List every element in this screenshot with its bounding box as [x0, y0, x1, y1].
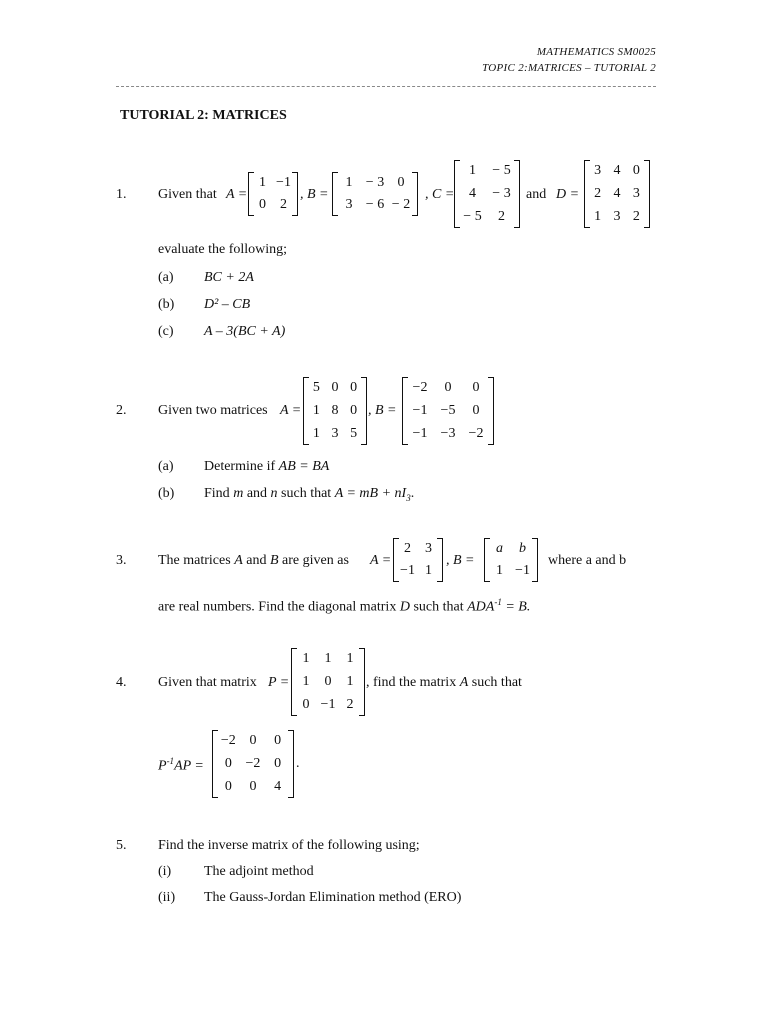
question-intro: Find the inverse matrix of the following using;	[158, 838, 420, 853]
matrix-cell: 0	[259, 197, 266, 212]
matrix-cell: 3	[632, 185, 640, 201]
variable: n	[270, 486, 278, 501]
part-label: (c)	[158, 324, 174, 339]
matrix-label-a: A =	[370, 553, 392, 568]
equation: ADA	[467, 599, 495, 615]
matrix-cell: −1	[320, 696, 336, 712]
question-intro: Given two matrices	[158, 403, 268, 418]
matrix-cell: a	[496, 541, 503, 556]
matrix-cell: 1	[302, 651, 310, 667]
matrix-cell: 0	[350, 380, 358, 396]
superscript: -1	[166, 756, 175, 766]
matrix-cell: 0	[350, 402, 358, 418]
part-label: (b)	[158, 486, 175, 501]
matrix-cell: 0	[249, 778, 257, 794]
matrix-cell: 2	[632, 208, 640, 224]
matrix-cell: 4	[613, 185, 621, 201]
question-intro	[158, 553, 349, 569]
matrix-cell: − 5	[492, 163, 511, 179]
matrix-label-b: , B =	[368, 403, 397, 418]
matrix-cell: 1	[302, 673, 310, 689]
question-condition: where a and b	[548, 553, 627, 568]
matrix-cell: 0	[274, 733, 282, 749]
matrix-cell: − 2	[391, 197, 411, 212]
matrix-cell: − 6	[365, 197, 385, 212]
matrix-label-b: , B =	[446, 553, 475, 568]
part-instruction: such that	[281, 486, 332, 501]
matrix-cell: 0	[324, 673, 332, 689]
question-intro: Given that	[158, 187, 217, 202]
variable: B	[269, 553, 279, 568]
instruction-text: such that	[471, 675, 522, 690]
matrix-cell: 1	[425, 563, 432, 578]
punctuation: .	[410, 486, 415, 501]
part-instruction: Find	[204, 486, 230, 501]
matrix-cell: 1	[346, 651, 354, 667]
matrix-cell: 4	[274, 778, 282, 794]
matrix-cell: −1	[515, 563, 530, 578]
matrix-b	[332, 172, 418, 216]
part-text: The adjoint method	[204, 864, 314, 879]
matrix-label-a: A =	[280, 403, 302, 418]
matrix-cell: −1	[276, 175, 291, 190]
matrix-cell: 0	[274, 755, 282, 771]
matrix-cell: 0	[331, 380, 339, 396]
variable: D	[399, 599, 410, 615]
matrix-cell: 4	[469, 185, 476, 201]
matrix-cell: 1	[259, 175, 266, 190]
matrix-d	[584, 160, 650, 228]
conjunction: and	[526, 187, 547, 202]
part-expression: BC + 2A	[204, 270, 254, 285]
matrix-b	[402, 377, 494, 445]
matrix-cell: 3	[613, 208, 621, 224]
matrix-cell: − 3	[365, 175, 385, 190]
matrix-cell: −2	[468, 425, 484, 441]
matrix-cell: 5	[312, 380, 320, 396]
question-instruction: evaluate the following;	[158, 242, 288, 257]
question-instruction	[158, 597, 530, 616]
matrix-a	[248, 172, 298, 216]
matrix-cell: b	[519, 541, 526, 556]
part-text	[204, 486, 414, 503]
matrix-cell: 1	[346, 673, 354, 689]
matrix-c	[454, 160, 520, 228]
matrix-cell: 1	[496, 563, 503, 578]
matrix-cell: 2	[594, 185, 602, 201]
matrix-result	[212, 730, 294, 798]
variable: P	[158, 758, 167, 774]
matrix-p	[291, 648, 365, 716]
matrix-cell: −2	[412, 380, 428, 396]
matrix-cell: 1	[312, 402, 320, 418]
matrix-cell: −5	[440, 402, 456, 418]
matrix-cell: − 5	[463, 208, 482, 224]
question-number: 5.	[116, 838, 127, 853]
matrix-cell: 1	[469, 163, 476, 179]
matrix-cell: 0	[397, 175, 405, 190]
matrix-cell: 1	[324, 651, 332, 667]
matrix-label-p: P =	[268, 675, 290, 690]
matrix-cell: 0	[472, 402, 480, 418]
matrix-cell: −1	[412, 425, 428, 441]
variable: A	[234, 553, 243, 568]
part-label: (ii)	[158, 890, 176, 905]
part-expression: A = mB + nI	[334, 486, 407, 501]
matrix-label-d: D =	[556, 187, 580, 202]
matrix-cell: 0	[302, 696, 310, 712]
question-intro: Given that matrix	[158, 675, 257, 690]
matrix-a	[303, 377, 367, 445]
matrix-cell: 0	[224, 755, 232, 771]
part-label: (a)	[158, 270, 174, 285]
matrix-cell: −2	[245, 755, 261, 771]
part-text	[204, 459, 329, 475]
matrix-cell: 3	[331, 425, 339, 441]
variable: m	[233, 486, 244, 501]
matrix-cell: 0	[444, 380, 452, 396]
header-topic: TOPIC 2:MATRICES – TUTORIAL 2	[482, 62, 656, 74]
instruction-text: such that	[413, 599, 464, 615]
matrix-label-b: , B =	[300, 187, 329, 202]
question-instruction	[366, 675, 522, 691]
matrix-label-c: , C =	[425, 187, 455, 202]
matrix-cell: −1	[412, 402, 428, 418]
matrix-cell: 4	[613, 163, 621, 179]
part-expression: D² – CB	[204, 297, 251, 312]
part-expression: AB = BA	[278, 459, 330, 474]
superscript: -1	[494, 597, 502, 607]
part-expression: A – 3(BC + A)	[204, 324, 286, 339]
matrix-cell: 1	[312, 425, 320, 441]
instruction-text: , find the matrix	[366, 675, 457, 690]
conjunction: and	[246, 486, 268, 501]
intro-text: The matrices	[158, 553, 231, 568]
equation: = B.	[505, 599, 531, 615]
part-text: The Gauss-Jordan Elimination method (ERO)	[204, 890, 462, 905]
matrix-cell: 2	[404, 541, 411, 556]
matrix-label-a: A =	[226, 187, 248, 202]
matrix-cell: 0	[632, 163, 640, 179]
punctuation: .	[296, 756, 300, 771]
matrix-b	[484, 538, 538, 582]
matrix-cell: −1	[400, 563, 415, 578]
question-number: 1.	[116, 187, 127, 202]
conjunction: and	[246, 553, 267, 568]
equation: AP =	[174, 758, 204, 774]
matrix-cell: 0	[224, 778, 232, 794]
matrix-cell: −3	[440, 425, 456, 441]
matrix-cell: − 3	[492, 185, 511, 201]
matrix-cell: 1	[594, 208, 602, 224]
matrix-cell: 3	[425, 541, 432, 556]
matrix-cell: 1	[345, 175, 353, 190]
matrix-cell: 0	[249, 733, 257, 749]
question-number: 3.	[116, 553, 127, 568]
part-instruction: Determine if	[204, 459, 276, 474]
matrix-cell: 3	[345, 197, 353, 212]
part-label: (a)	[158, 459, 174, 474]
matrix-cell: 2	[280, 197, 287, 212]
question-number: 4.	[116, 675, 127, 690]
matrix-cell: −2	[220, 733, 236, 749]
variable: A	[459, 675, 469, 690]
matrix-cell: 5	[350, 425, 358, 441]
header-course: MATHEMATICS SM0025	[536, 46, 656, 58]
question-number: 2.	[116, 403, 127, 418]
matrix-cell: 3	[594, 163, 602, 179]
intro-text: are given as	[282, 553, 349, 568]
header-divider	[116, 86, 656, 87]
equation-lhs	[158, 756, 204, 775]
matrix-cell: 0	[472, 380, 480, 396]
part-label: (b)	[158, 297, 175, 312]
part-label: (i)	[158, 864, 172, 879]
page-title: TUTORIAL 2: MATRICES	[120, 108, 287, 123]
matrix-cell: 2	[346, 696, 354, 712]
matrix-a	[393, 538, 443, 582]
instruction-text: are real numbers. Find the diagonal matrix	[158, 599, 397, 615]
subscript: 3	[406, 492, 411, 503]
matrix-cell: 8	[331, 402, 339, 418]
matrix-cell: 2	[498, 208, 505, 224]
